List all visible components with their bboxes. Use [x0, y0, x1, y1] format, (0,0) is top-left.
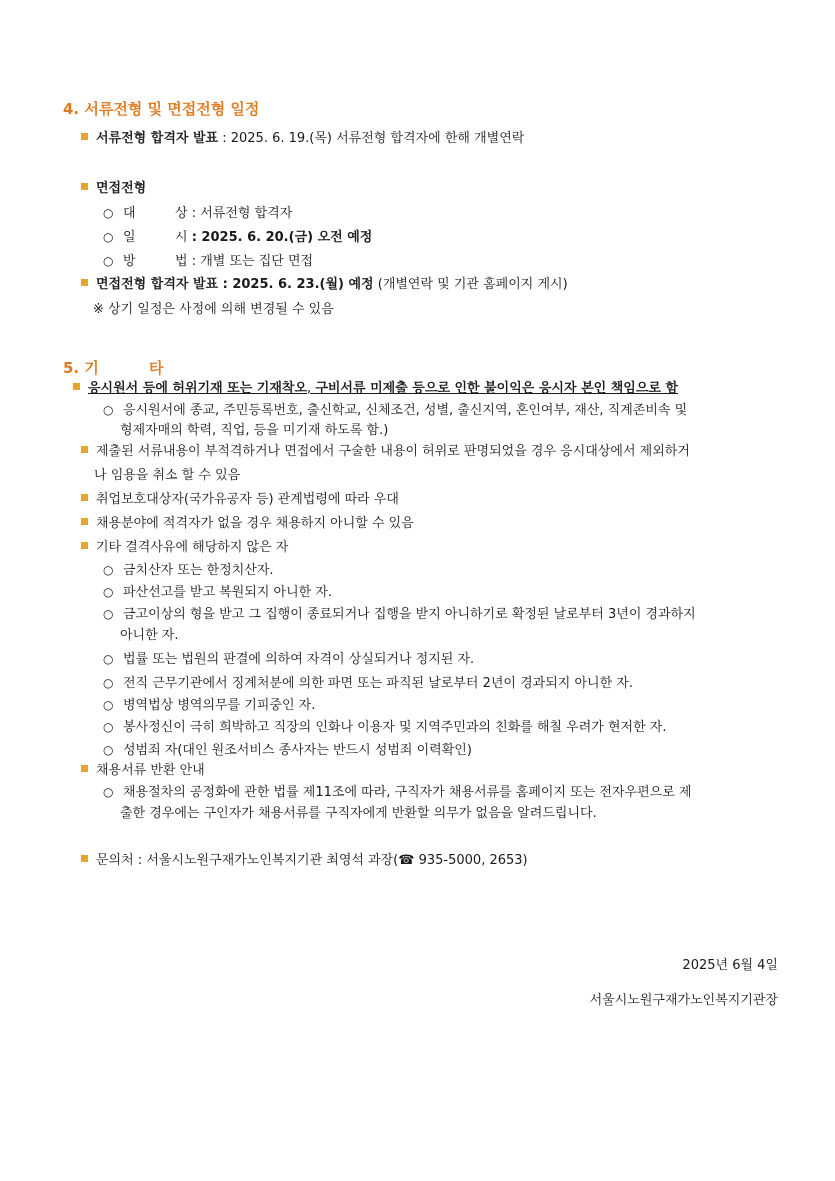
circle-bullet-icon: ○: [103, 254, 114, 268]
circle-bullet-icon: ○: [103, 403, 114, 417]
bullet-no-hire: 채용분야에 적격자가 없을 경우 채용하지 아니할 수 있음: [81, 516, 414, 532]
square-bullet-icon: [81, 183, 88, 190]
square-bullet-icon: [81, 133, 88, 140]
square-bullet-icon: [81, 446, 88, 453]
circle-bullet-icon: ○: [103, 785, 114, 799]
phone-icon: ☎: [398, 853, 415, 868]
bullet-document-return: 채용서류 반환 안내: [81, 763, 205, 779]
reason-item-3-cont: 아니한 자.: [120, 628, 179, 643]
bullet-disqualify-cont: 나 임용을 취소 할 수 있음: [94, 468, 241, 483]
square-bullet-icon: [81, 542, 88, 549]
doc-result-line: 서류전형 합격자 발표 : 2025. 6. 19.(목) 서류전형 합격자에 한해 개별연락: [81, 131, 524, 147]
interview-target-line: ○ 대 상 : 서류전형 합격자: [103, 206, 293, 221]
square-bullet-icon: [81, 765, 88, 772]
reason-item-1: ○ 금치산자 또는 한정치산자.: [103, 563, 274, 578]
section-4-title: 4. 서류전형 및 면접전형 일정: [63, 100, 260, 118]
circle-bullet-icon: ○: [103, 720, 114, 734]
circle-bullet-icon: ○: [103, 676, 114, 690]
reason-item-4: ○ 법률 또는 법원의 판결에 의하여 자격이 상실되거나 정지된 자.: [103, 652, 475, 667]
interview-date-line: ○ 일 시 : 2025. 6. 20.(금) 오전 예정: [103, 230, 373, 245]
bullet-disqualify: 제출된 서류내용이 부적격하거나 면접에서 구술한 내용이 허위로 판명되었을 경우 응시대상에서 제외하거: [81, 444, 690, 460]
return-notice-1: ○ 채용절차의 공정화에 관한 법률 제11조에 따라, 구직자가 채용서류를 홈페이지 또는 전자우편으로 제: [103, 785, 692, 800]
false-entry-sub-2: 형제자매의 학력, 직업, 등을 미기재 하도록 함.): [120, 423, 389, 438]
final-result-line: 면접전형 합격자 발표 : 2025. 6. 23.(월) 예정 (개별연락 및 기관 홈페이지 게시): [81, 277, 568, 293]
reason-item-3: ○ 금고이상의 형을 받고 그 집행이 종료되거나 집행을 받지 아니하기로 확정된 날로부터 3년이 경과하지: [103, 607, 696, 622]
reason-item-2: ○ 파산선고를 받고 복원되지 아니한 자.: [103, 585, 333, 600]
reason-item-5: ○ 전직 근무기관에서 징계처분에 의한 파면 또는 파직된 날로부터 2년이 경과되지 아니한 자.: [103, 676, 633, 691]
return-notice-2: 출한 경우에는 구인자가 채용서류를 구직자에게 반환할 의무가 없음을 알려드립니다.: [120, 806, 597, 821]
bullet-preference: 취업보호대상자(국가유공자 등) 관계법령에 따라 우대: [81, 492, 399, 508]
issue-date: 2025년 6월 4일: [682, 958, 778, 973]
circle-bullet-icon: ○: [103, 743, 114, 757]
reason-item-6: ○ 병역법상 병역의무를 기피중인 자.: [103, 698, 316, 713]
circle-bullet-icon: ○: [103, 698, 114, 712]
false-entry-sub-1: ○ 응시원서에 종교, 주민등록번호, 출신학교, 신체조건, 성별, 출신지역, 혼인여부, 재산, 직계존비속 및: [103, 403, 688, 418]
bullet-false-entry: 응시원서 등에 허위기재 또는 기재착오, 구비서류 미제출 등으로 인한 불이익은 응시자 본인 책임으로 함: [73, 381, 678, 397]
square-bullet-icon: [81, 518, 88, 525]
reason-item-8: ○ 성범죄 자(대인 원조서비스 종사자는 반드시 성범죄 이력확인): [103, 743, 472, 758]
square-bullet-icon: [81, 855, 88, 862]
signer: 서울시노원구재가노인복지기관장: [589, 993, 778, 1008]
circle-bullet-icon: ○: [103, 206, 114, 220]
bullet-other-reasons: 기타 결격사유에 해당하지 않은 자: [81, 540, 288, 556]
interview-method-line: ○ 방 법 : 개별 또는 집단 면접: [103, 254, 314, 269]
circle-bullet-icon: ○: [103, 607, 114, 621]
contact-line: 문의처 : 서울시노원구재가노인복지기관 최영석 과장(☎ 935-5000, 2653): [81, 853, 528, 869]
interview-title-line: 면접전형: [81, 181, 146, 197]
reason-item-7: ○ 봉사정신이 극히 희박하고 직장의 인화나 이용자 및 지역주민과의 친화를 해칠 우려가 현저한 자.: [103, 720, 667, 735]
circle-bullet-icon: ○: [103, 563, 114, 577]
circle-bullet-icon: ○: [103, 585, 114, 599]
square-bullet-icon: [81, 494, 88, 501]
square-bullet-icon: [81, 279, 88, 286]
circle-bullet-icon: ○: [103, 652, 114, 666]
schedule-note: ※ 상기 일정은 사정에 의해 변경될 수 있음: [93, 302, 334, 317]
square-bullet-icon: [73, 383, 80, 390]
circle-bullet-icon: ○: [103, 230, 114, 244]
section-5-title: 5. 기 타: [63, 359, 164, 377]
